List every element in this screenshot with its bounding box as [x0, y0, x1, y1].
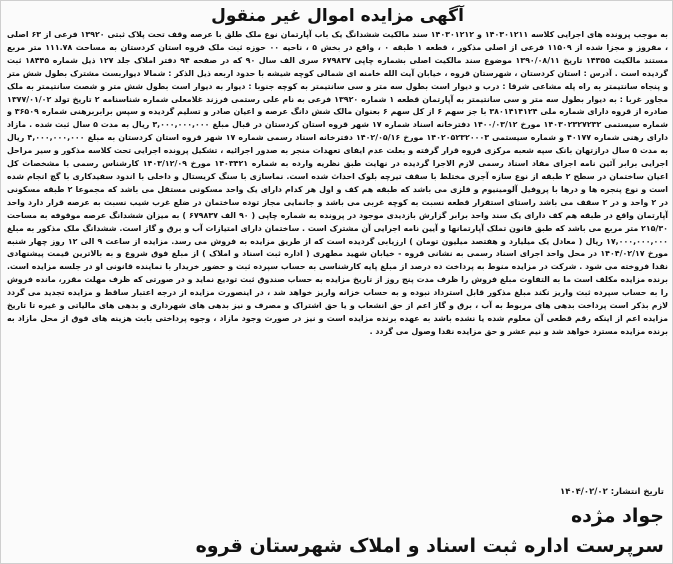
- notice-body: [7, 29, 668, 485]
- notice-title: آگهی مزایده اموال غیر منقول: [211, 6, 464, 26]
- publish-date: تاریخ انتشار: ۱۴۰۴/۰۲/۰۲: [560, 487, 664, 497]
- signer-position: سرپرست اداره ثبت اسناد و املاک شهرستان قروه: [195, 535, 664, 557]
- notice-paragraph: به موجب پرونده های اجرایی کلاسه ۱۴۰۳۰۱۲۱۱ و ۱۴۰۳۰۱۲۱۲ سند مالکیت ششدانگ یک باب آپارتمان نوع ملک طلق با عرصه وقف تحت پلاک ثبتی ۱۳۹۲۰ فرعی از ۶۳ اصلی ، مفروز و مجزا شده از ۱۱۵۰۹ فرعی از اصلی مذکور ، قطعه ۱ طبقه ۰ ، واقع در بخش ۵ ، ناحیه ۰۰ حوزه ثبت ملک قروه استان کردستان به مساحت ۱۱۱.۷۸ متر مربع مستند مالکیت ۱۴۳۵۵ تاریخ ۱۳۹۰/۰۸/۱۱ موضوع سند مالکیت اصلی بشماره چاپی ۶۷۹۸۳۷ سری الف سال ۹۰ که در صفحه ۹۴ دفتر املاک جلد ۱۲۷ ذیل شماره ۱۸۴۴۵ ثبت گردیده است . آدرس : استان کردستان ، شهرستان قروه ، خیابان آیت الله خامنه ای شمالی کوچه شیشه با حدود اربعه ذیل الذکر : شمالا دیواربست مشترک بطول شش متر و پنجاه سانتیمتر به راه پله مشاعی شرقا : درب و دیوار است بطول سه متر و سی سانتیمتر به کوچه جنوبا : دیوار به دیوار است بطول شش متر و شصت سانتیمتر به ملک مجاور غربا : به دیوار بطول سه متر و سی سانتیمتر به آپارتمان قطعه ۱ شماره ۱۳۹۲۰ فرعی به نام علی رستمی فرزند غلامعلی شماره شناسنامه ۲ تاریخ تولد ۱۳۷۷/۰۱/۰۲ صادره از قروه دارای شماره ملی ۳۸۰۱۴۱۴۱۲۴ با جز سهم ۶ از کل سهم ۶ بعنوان مالک شش دانگ عرصه و اعیان صادر و تسلیم گردیده و سپس برابربرهنی شماره ۳۶۵۰۹ و شماره سیستمی ۱۴۰۳۰۲۳۲۷۲۳۲ مورخ ۱۴۰۰/۰۳/۱۲ دفترخانه اسناد شماره ۱۷ شهر قروه استان کردستان در قبال مبلغ ۳,۰۰۰,۰۰۰,۰۰۰ ریال به مدت ۵ سال ثبت شده . مازاد دارای رهنی شماره ۴۰۱۷۷ و شماره سیستمی ۱۴۰۲۰۵۲۳۲۰۰۰۳ مورخ ۱۴۰۲/۰۵/۱۶ دفترخانه اسناد رسمی شماره ۱۷ شهر قروه استان کردستان به مبلغ ۴,۰۰۰,۰۰۰,۰۰۰ ریال به مدت ۵ سال درازتهان بانک سپه شعبه مرکزی قروه قرار گرفته و بعلت عدم ایفای تعهدات منجر به صدور اجرائیه ، تشکیل پرونده اجرایی تحت کلاسه مذکور و سیر مراحل اجرایی برابر آئین نامه اجرای مفاد اسناد رسمی لازم الاجرا گردیده در نهایت طبق نظریه وارده به شماره ۱۴۰۳۴۲۱ مورخ ۱۴۰۳/۱۲/۰۹ کارشناس رسمی با مشخصات کل اعیان ساختمان در سطح ۲ طبقه از نوع سازه آجری مختلط با سقف تیرچه بلوک احداث شده است. نماسازی با سنگ کریستال و داخلی با اندود سفیدکاری با گچ انجام شده است و نوع پنجره ها و درها با پروفیل آلومینیوم و فلزی می باشد که طبقه هم کف و اول هر کدام دارای یک واحد مسکونی مستقل می باشد که مجموعا ۲ طبقه مسکونی در ۲ واحد و در ۲ سقف می باشد راستای استقرار قطعه نسبت به کوچه غربی می باشد و جانمایی مجاز توده ساختمان در ضلع غرب شیب نسبت به عرصه قرار دارد واحد آپارتمان واقع در طبقه هم کف دارای یک سند واحد برابر گزارش بازدیدی موجود در پرونده به شماره چاپی ( ۹۰ الف ۶۷۹۸۳۷ ) به میزان ششدانگ عرصه موقوفه به مساحت ۲۱۵/۳۰ متر مربع می باشد که طبق قانون تملک آپارتمانها و آیین نامه اجرایی آن مشترک است . ساختمان دارای امتیازات آب و برق و گاز است. ششدانگ ملک مذکور به مبلغ ۱۷,۰۰۰,۰۰۰,۰۰۰ ریال ( معادل یک میلیارد و هفتصد میلیون تومان ) ارزیابی گردیده است که از طریق مزایده به فروش می رسد. مزایده از ساعت ۹ الی ۱۲ روز چهار شنبه مورخ ۱۴۰۴/۰۲/۱۷ در محل واحد اجرای اسناد رسمی به نشانی قروه - خیابان شهید مطهری ( اداره ثبت اسناد و املاک ) از مبلغ فوق شروع و به بالاترین قیمت پیشنهادی نقدا فروخته می شود . شرکت در مزایده منوط به پرداخت ده درصد از مبلغ پایه کارشناسی به حساب سپرده ثبت و حضور خریدار با نماینده قانونی او در جلسه مزایده است. برنده مزایده مکلف است ما به التفاوت مبلغ فروش را ظرف مدت پنج روز از تاریخ مزایده به حساب صندوق ثبت تودیع نماید و در صورتی که ظرف مهلت مقرر، مانده فروش را به حساب سپرده ثبت واریز نکند مبلغ مذکور قابل استرداد نبوده و به حساب خزانه واریز خواهد شد ، در اینصورت مزایده از درجه اعتبار ساقط و مزایده تجدید می گردد لازم بذکر است پرداخت بدهی های مربوط به آب ، برق و گاز اعم از حق انشعاب و یا حق اشتراک و مصرف و نیز بدهی های شهرداری و بدهی های مالیاتی و غیره تا تاریخ مزایده اعم از اینکه رقم قطعی آن معلوم شده یا نشده باشد به عهده برنده مزایده است و نیز در صورت وجود مازاد ، وجوه پرداختی بابت هزینه های فوق از محل مازاد به برنده مزایده مسترد خواهد شد و نیم عشر و حق مزایده نقدا وصول می گردد .: [7, 30, 668, 336]
- signer-name: جواد مژده: [570, 505, 664, 527]
